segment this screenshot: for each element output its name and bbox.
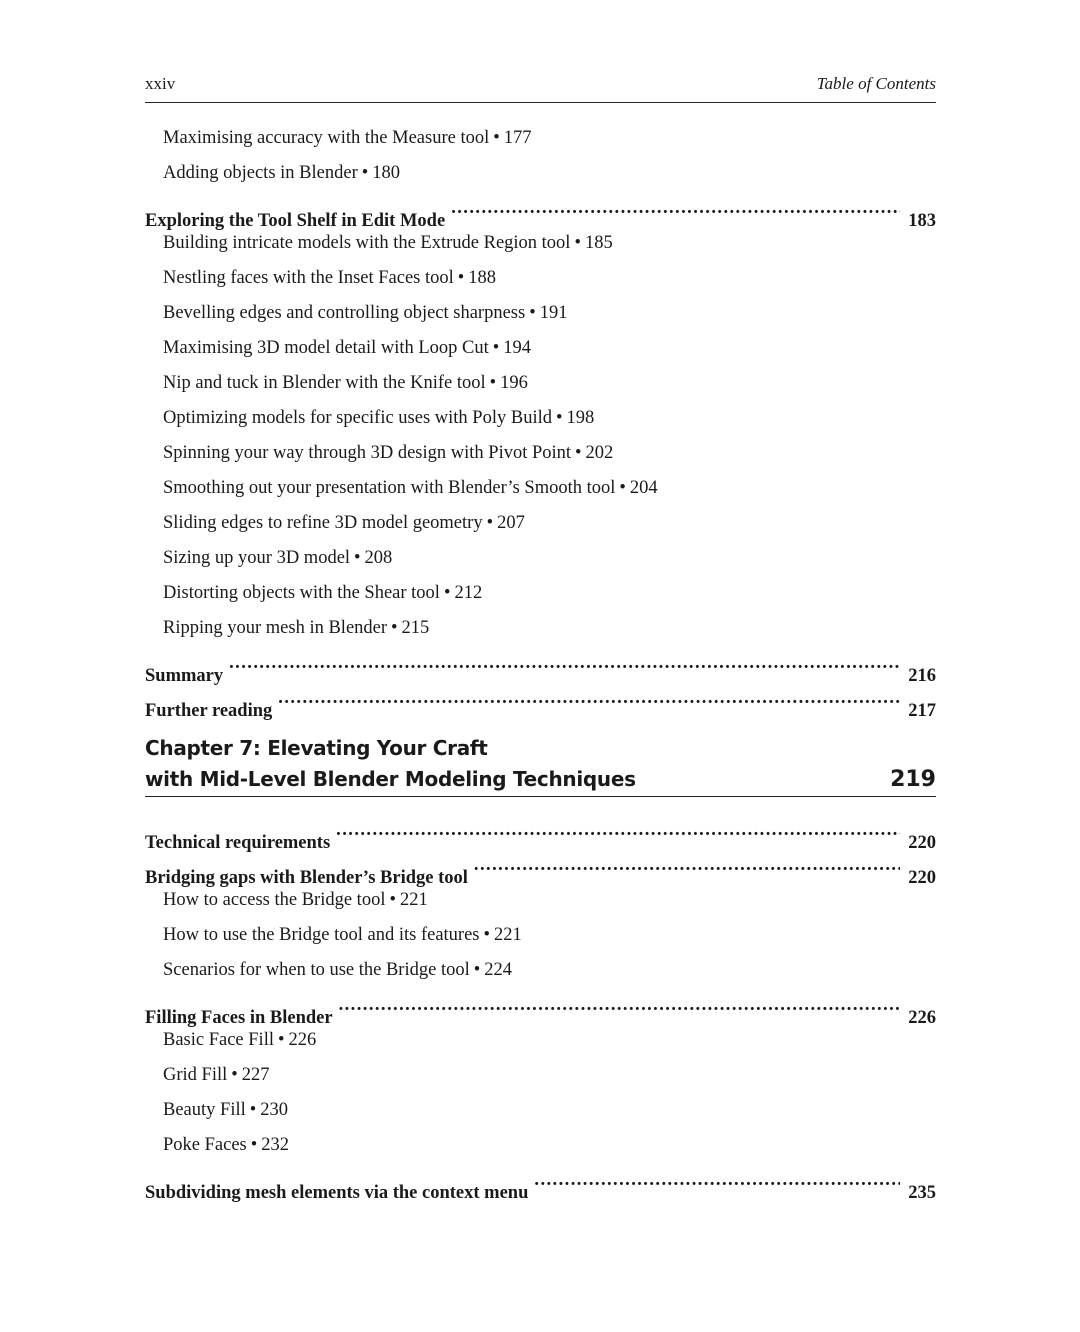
entry-page-number: 194 bbox=[503, 338, 532, 358]
bullet-separator: • bbox=[492, 338, 500, 358]
bullet-separator: • bbox=[529, 303, 536, 323]
entry-page-number: 204 bbox=[629, 478, 658, 498]
bullet-separator: • bbox=[231, 1065, 238, 1085]
dot-leader bbox=[336, 813, 900, 848]
chapter-title-line2: with Mid-Level Blender Modeling Techniques bbox=[145, 767, 636, 791]
toc-entry-subsection[interactable] bbox=[145, 261, 936, 296]
dot-leader bbox=[339, 988, 901, 1023]
toc-entry-subsection[interactable] bbox=[145, 331, 936, 366]
bullet-separator: • bbox=[249, 1100, 257, 1120]
toc-entry-subsection[interactable] bbox=[145, 296, 936, 331]
toc-entry-subsection[interactable] bbox=[145, 918, 936, 953]
entry-page-number: 191 bbox=[539, 303, 568, 323]
toc-entry-subsection[interactable] bbox=[145, 1058, 936, 1093]
dot-leader bbox=[278, 681, 900, 716]
entry-page-number: 212 bbox=[454, 583, 483, 603]
chapter-title-line1: Chapter 7: Elevating Your Craft bbox=[145, 736, 488, 760]
bullet-separator: • bbox=[354, 548, 361, 568]
entry-page-number: 232 bbox=[261, 1135, 289, 1155]
toc-entry-subsection[interactable] bbox=[145, 576, 936, 611]
entry-title: Grid Fill bbox=[163, 1065, 228, 1085]
dot-leader bbox=[474, 848, 900, 883]
entry-page-number: 235 bbox=[908, 1183, 936, 1203]
bullet-separator: • bbox=[619, 478, 626, 498]
toc-entry-section[interactable] bbox=[145, 1163, 936, 1203]
entry-page-number: 185 bbox=[584, 233, 613, 253]
entry-page-number: 216 bbox=[908, 666, 936, 686]
entry-page-number: 196 bbox=[500, 373, 528, 393]
toc-section-top bbox=[145, 121, 936, 721]
running-title: Table of Contents bbox=[816, 74, 936, 93]
bullet-separator: • bbox=[555, 408, 563, 428]
page-number: xxiv bbox=[145, 74, 176, 93]
toc-entry-section[interactable] bbox=[145, 988, 936, 1028]
bullet-separator: • bbox=[389, 890, 396, 910]
entry-title: Basic Face Fill bbox=[163, 1030, 274, 1050]
toc-entry-subsection[interactable] bbox=[145, 156, 936, 191]
dot-leader bbox=[534, 1163, 900, 1198]
toc-entry-section[interactable] bbox=[145, 848, 936, 888]
entry-page-number: 227 bbox=[241, 1065, 270, 1085]
toc-entry-subsection[interactable] bbox=[145, 953, 936, 988]
entry-page-number: 215 bbox=[401, 618, 430, 638]
entry-page-number: 226 bbox=[288, 1030, 317, 1050]
entry-page-number: 230 bbox=[260, 1100, 288, 1120]
toc-entry-subsection[interactable] bbox=[145, 611, 936, 646]
entry-page-number: 220 bbox=[908, 868, 936, 888]
entry-title: Summary bbox=[145, 666, 224, 686]
entry-title: Smoothing out your presentation with Blender’s Smooth tool bbox=[163, 478, 616, 498]
entry-page-number: 202 bbox=[585, 443, 614, 463]
toc-entry-subsection[interactable] bbox=[145, 1023, 936, 1058]
toc-entry-section[interactable] bbox=[145, 813, 936, 853]
entry-title: How to access the Bridge tool bbox=[163, 890, 386, 910]
entry-page-number: 217 bbox=[908, 701, 936, 721]
entry-page-number: 221 bbox=[493, 925, 522, 945]
entry-title: Optimizing models for specific uses with Poly Build bbox=[163, 408, 552, 428]
entry-page-number: 224 bbox=[484, 960, 512, 980]
entry-page-number: 208 bbox=[364, 548, 393, 568]
bullet-separator: • bbox=[457, 268, 465, 288]
entry-title: Ripping your mesh in Blender bbox=[163, 618, 388, 638]
toc-entry-subsection[interactable] bbox=[145, 366, 936, 401]
bullet-separator: • bbox=[473, 960, 481, 980]
toc-entry-section[interactable] bbox=[145, 191, 936, 231]
toc-entry-subsection[interactable] bbox=[145, 436, 936, 471]
entry-title: Distorting objects with the Shear tool bbox=[163, 583, 440, 603]
entry-title: Building intricate models with the Extrude Region tool bbox=[163, 233, 571, 253]
entry-title: Technical requirements bbox=[145, 833, 331, 853]
toc-entry-subsection[interactable] bbox=[145, 506, 936, 541]
toc-entry-section[interactable] bbox=[145, 646, 936, 686]
bullet-separator: • bbox=[250, 1135, 258, 1155]
entry-page-number: 188 bbox=[468, 268, 497, 288]
bullet-separator: • bbox=[486, 513, 494, 533]
entry-title: Maximising 3D model detail with Loop Cut bbox=[163, 338, 489, 358]
bullet-separator: • bbox=[575, 443, 582, 463]
toc-section-bottom bbox=[145, 813, 936, 1203]
entry-title: Sliding edges to refine 3D model geometry bbox=[163, 513, 483, 533]
entry-page-number: 226 bbox=[908, 1008, 936, 1028]
entry-title: Beauty Fill bbox=[163, 1100, 246, 1120]
entry-page-number: 177 bbox=[503, 128, 532, 148]
entry-title: Nip and tuck in Blender with the Knife tool bbox=[163, 373, 486, 393]
entry-page-number: 180 bbox=[372, 163, 400, 183]
entry-title: Subdividing mesh elements via the context menu bbox=[145, 1183, 529, 1203]
entry-title: Maximising accuracy with the Measure tool bbox=[163, 128, 490, 148]
entry-title: Further reading bbox=[145, 701, 273, 721]
entry-title: Bevelling edges and controlling object sharpness bbox=[163, 303, 526, 323]
bullet-separator: • bbox=[574, 233, 581, 253]
bullet-separator: • bbox=[277, 1030, 285, 1050]
toc-entry-subsection[interactable] bbox=[145, 226, 936, 261]
bullet-separator: • bbox=[361, 163, 369, 183]
toc-entry-subsection[interactable] bbox=[145, 471, 936, 506]
entry-title: Exploring the Tool Shelf in Edit Mode bbox=[145, 211, 446, 231]
toc-entry-subsection[interactable] bbox=[145, 1128, 936, 1163]
entry-title: Poke Faces bbox=[163, 1135, 247, 1155]
toc-entry-subsection[interactable] bbox=[145, 121, 936, 156]
toc-entry-section[interactable] bbox=[145, 681, 936, 721]
chapter-heading[interactable] bbox=[145, 734, 936, 797]
entry-page-number: 221 bbox=[399, 890, 428, 910]
toc-entry-subsection[interactable] bbox=[145, 1093, 936, 1128]
toc-entry-subsection[interactable] bbox=[145, 401, 936, 436]
entry-title: Filling Faces in Blender bbox=[145, 1008, 333, 1028]
dot-leader bbox=[451, 191, 900, 226]
bullet-separator: • bbox=[489, 373, 497, 393]
entry-title: Nestling faces with the Inset Faces tool bbox=[163, 268, 454, 288]
bullet-separator: • bbox=[493, 128, 500, 148]
bullet-separator: • bbox=[483, 925, 490, 945]
bullet-separator: • bbox=[443, 583, 451, 603]
running-header bbox=[145, 72, 936, 103]
entry-page-number: 220 bbox=[908, 833, 936, 853]
entry-page-number: 183 bbox=[908, 211, 936, 231]
entry-title: Adding objects in Blender bbox=[163, 163, 358, 183]
bullet-separator: • bbox=[391, 618, 398, 638]
toc-entry-subsection[interactable] bbox=[145, 883, 936, 918]
entry-title: How to use the Bridge tool and its features bbox=[163, 925, 480, 945]
entry-title: Bridging gaps with Blender’s Bridge tool bbox=[145, 868, 468, 888]
entry-page-number: 207 bbox=[497, 513, 525, 533]
toc-entry-subsection[interactable] bbox=[145, 541, 936, 576]
entry-page-number: 198 bbox=[566, 408, 595, 428]
chapter-page-number: 219 bbox=[890, 767, 936, 792]
dot-leader bbox=[229, 646, 900, 681]
entry-title: Sizing up your 3D model bbox=[163, 548, 351, 568]
entry-title: Scenarios for when to use the Bridge tool bbox=[163, 960, 470, 980]
entry-title: Spinning your way through 3D design with Pivot Point bbox=[163, 443, 572, 463]
